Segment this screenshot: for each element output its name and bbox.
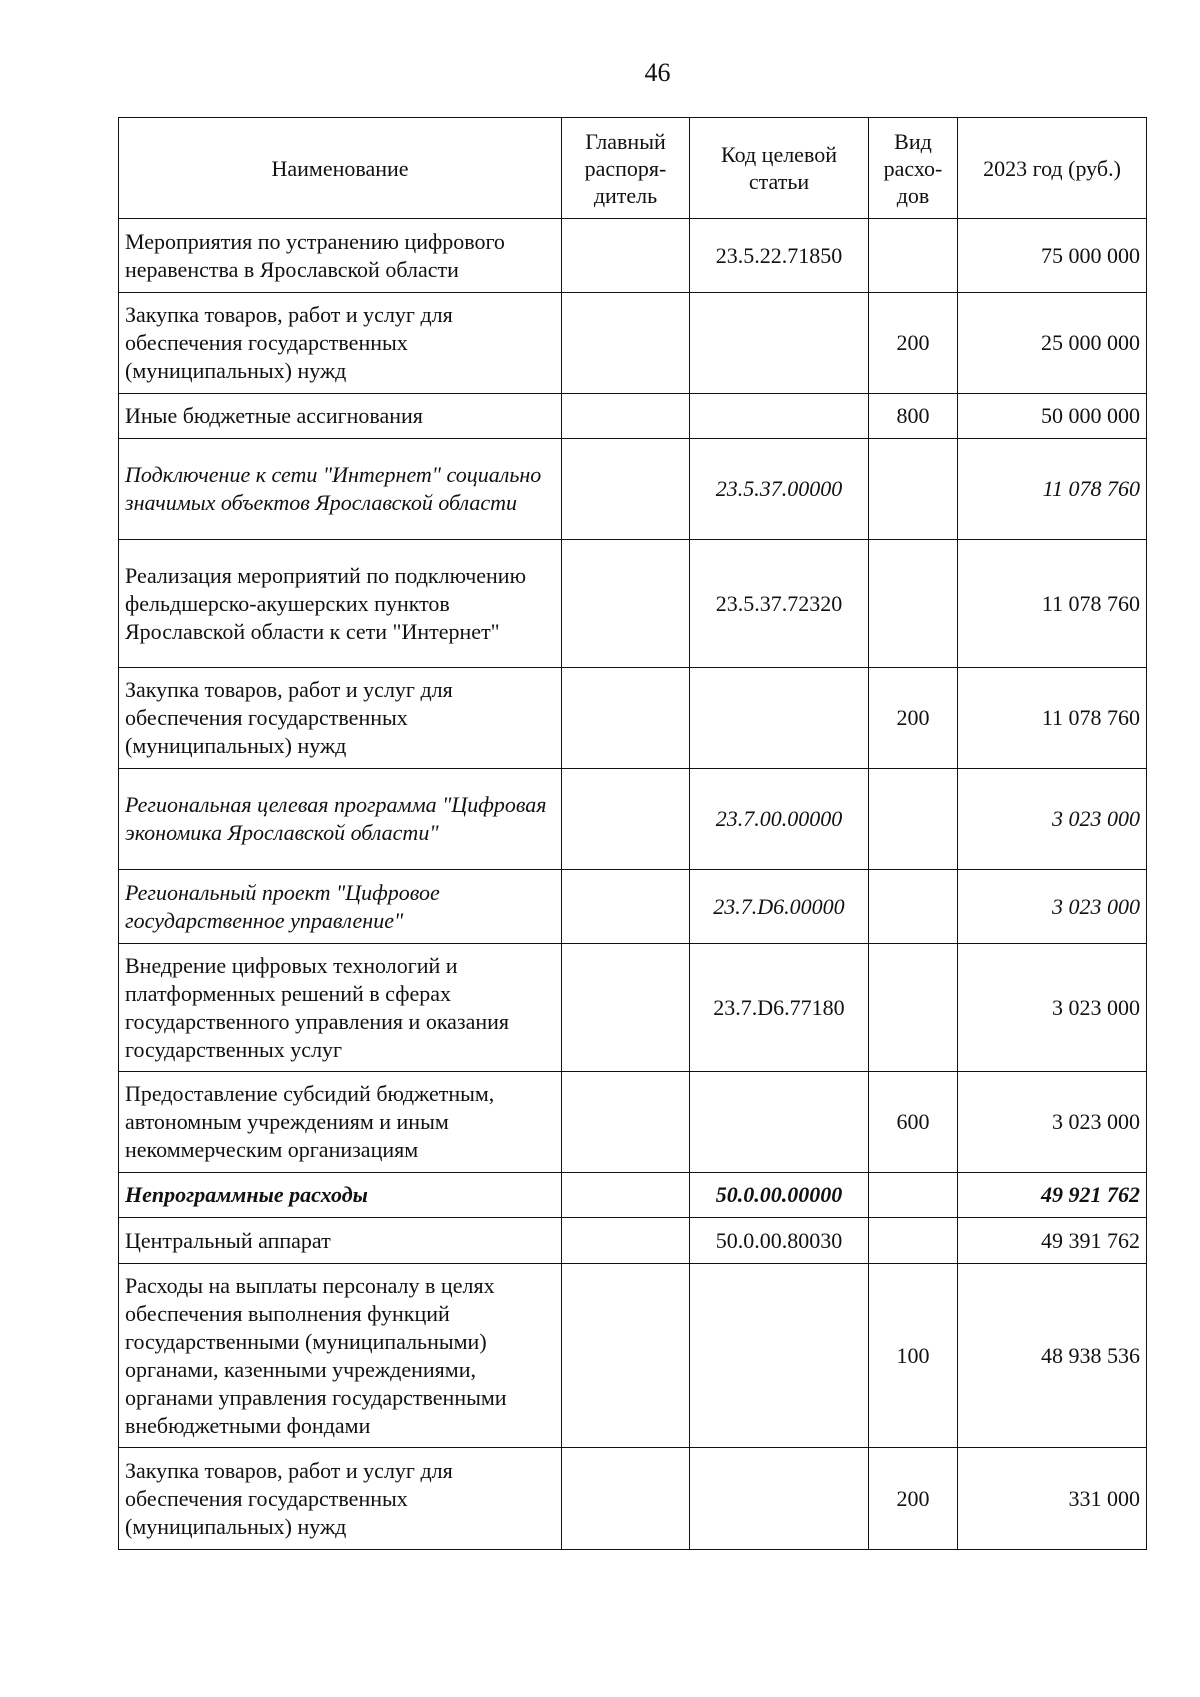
row-amount-cell: 11 078 760 [958,439,1147,540]
row-expense-type-cell [869,870,958,944]
row-name-cell: Предоставление субсидий бюджетным, автономным учреждениям и иным некоммерческим организациям [119,1072,562,1173]
table-row [119,1264,1147,1448]
row-amount-cell: 49 921 762 [958,1173,1147,1218]
row-name-cell: Расходы на выплаты персоналу в целях обеспечения выполнения функций государственными (муниципальными) органами, казенными учреждениями, органами управления государственными внебюджетными фондами [119,1264,562,1448]
table-row [119,439,1147,540]
header-distributor: Главный распоря-дитель [562,118,690,219]
row-distributor-cell [562,293,690,394]
row-name-cell: Иные бюджетные ассигнования [119,394,562,439]
header-name: Наименование [119,118,562,219]
row-distributor-cell [562,439,690,540]
row-expense-type-cell: 200 [869,293,958,394]
row-expense-type-cell: 100 [869,1264,958,1448]
table-row [119,769,1147,870]
row-name-cell: Центральный аппарат [119,1218,562,1264]
row-distributor-cell [562,1072,690,1173]
row-name-cell: Реализация мероприятий по подключению фельдшерско-акушерских пунктов Ярославской области к сети "Интернет" [119,540,562,668]
row-amount-cell: 3 023 000 [958,944,1147,1072]
table-row [119,1218,1147,1264]
row-code-cell [690,668,869,769]
row-distributor-cell [562,1173,690,1218]
table-row [119,540,1147,668]
row-code-cell: 23.5.37.72320 [690,540,869,668]
row-amount-cell: 11 078 760 [958,668,1147,769]
row-distributor-cell [562,1448,690,1550]
table-row [119,1072,1147,1173]
row-name-cell: Внедрение цифровых технологий и платформенных решений в сферах государственного управления и оказания государственных услуг [119,944,562,1072]
row-distributor-cell [562,769,690,870]
row-name-cell: Региональный проект "Цифровое государственное управление" [119,870,562,944]
row-amount-cell: 3 023 000 [958,870,1147,944]
row-code-cell: 23.7.D6.00000 [690,870,869,944]
table-header-row [119,118,1147,219]
row-distributor-cell [562,1218,690,1264]
row-amount-cell: 75 000 000 [958,219,1147,293]
row-code-cell: 23.7.D6.77180 [690,944,869,1072]
row-expense-type-cell: 600 [869,1072,958,1173]
row-amount-cell: 48 938 536 [958,1264,1147,1448]
row-distributor-cell [562,394,690,439]
row-expense-type-cell: 200 [869,668,958,769]
row-amount-cell: 11 078 760 [958,540,1147,668]
row-code-cell: 23.7.00.00000 [690,769,869,870]
header-expense-type: Вид расхо-дов [869,118,958,219]
row-code-cell: 50.0.00.80030 [690,1218,869,1264]
table-body [119,219,1147,1550]
table-row [119,1448,1147,1550]
row-code-cell [690,1448,869,1550]
row-code-cell [690,394,869,439]
row-distributor-cell [562,540,690,668]
row-expense-type-cell [869,769,958,870]
budget-table [118,117,1147,1550]
table-row [119,219,1147,293]
row-expense-type-cell [869,540,958,668]
row-amount-cell: 331 000 [958,1448,1147,1550]
row-code-cell: 23.5.37.00000 [690,439,869,540]
row-distributor-cell [562,668,690,769]
page-number: 46 [644,58,671,87]
table-row [119,394,1147,439]
row-distributor-cell [562,1264,690,1448]
row-name-cell: Непрограммные расходы [119,1173,562,1218]
row-expense-type-cell [869,944,958,1072]
header-code: Код целевой статьи [690,118,869,219]
row-name-cell: Закупка товаров, работ и услуг для обеспечения государственных (муниципальных) нужд [119,668,562,769]
table-row [119,944,1147,1072]
table-row [119,870,1147,944]
row-name-cell: Закупка товаров, работ и услуг для обеспечения государственных (муниципальных) нужд [119,1448,562,1550]
row-code-cell [690,1264,869,1448]
table-row [119,668,1147,769]
row-expense-type-cell: 800 [869,394,958,439]
row-expense-type-cell [869,1218,958,1264]
row-amount-cell: 3 023 000 [958,769,1147,870]
table-row [119,293,1147,394]
row-code-cell: 23.5.22.71850 [690,219,869,293]
header-year: 2023 год (руб.) [958,118,1147,219]
row-name-cell: Подключение к сети "Интернет" социально значимых объектов Ярославской области [119,439,562,540]
row-amount-cell: 50 000 000 [958,394,1147,439]
row-name-cell: Закупка товаров, работ и услуг для обеспечения государственных (муниципальных) нужд [119,293,562,394]
row-distributor-cell [562,870,690,944]
row-distributor-cell [562,944,690,1072]
row-expense-type-cell [869,219,958,293]
row-expense-type-cell [869,1173,958,1218]
row-code-cell: 50.0.00.00000 [690,1173,869,1218]
row-name-cell: Региональная целевая программа "Цифровая экономика Ярославской области" [119,769,562,870]
row-code-cell [690,1072,869,1173]
row-code-cell [690,293,869,394]
row-expense-type-cell: 200 [869,1448,958,1550]
row-amount-cell: 25 000 000 [958,293,1147,394]
row-name-cell: Мероприятия по устранению цифрового неравенства в Ярославской области [119,219,562,293]
row-amount-cell: 3 023 000 [958,1072,1147,1173]
row-expense-type-cell [869,439,958,540]
row-distributor-cell [562,219,690,293]
row-amount-cell: 49 391 762 [958,1218,1147,1264]
table-row [119,1173,1147,1218]
